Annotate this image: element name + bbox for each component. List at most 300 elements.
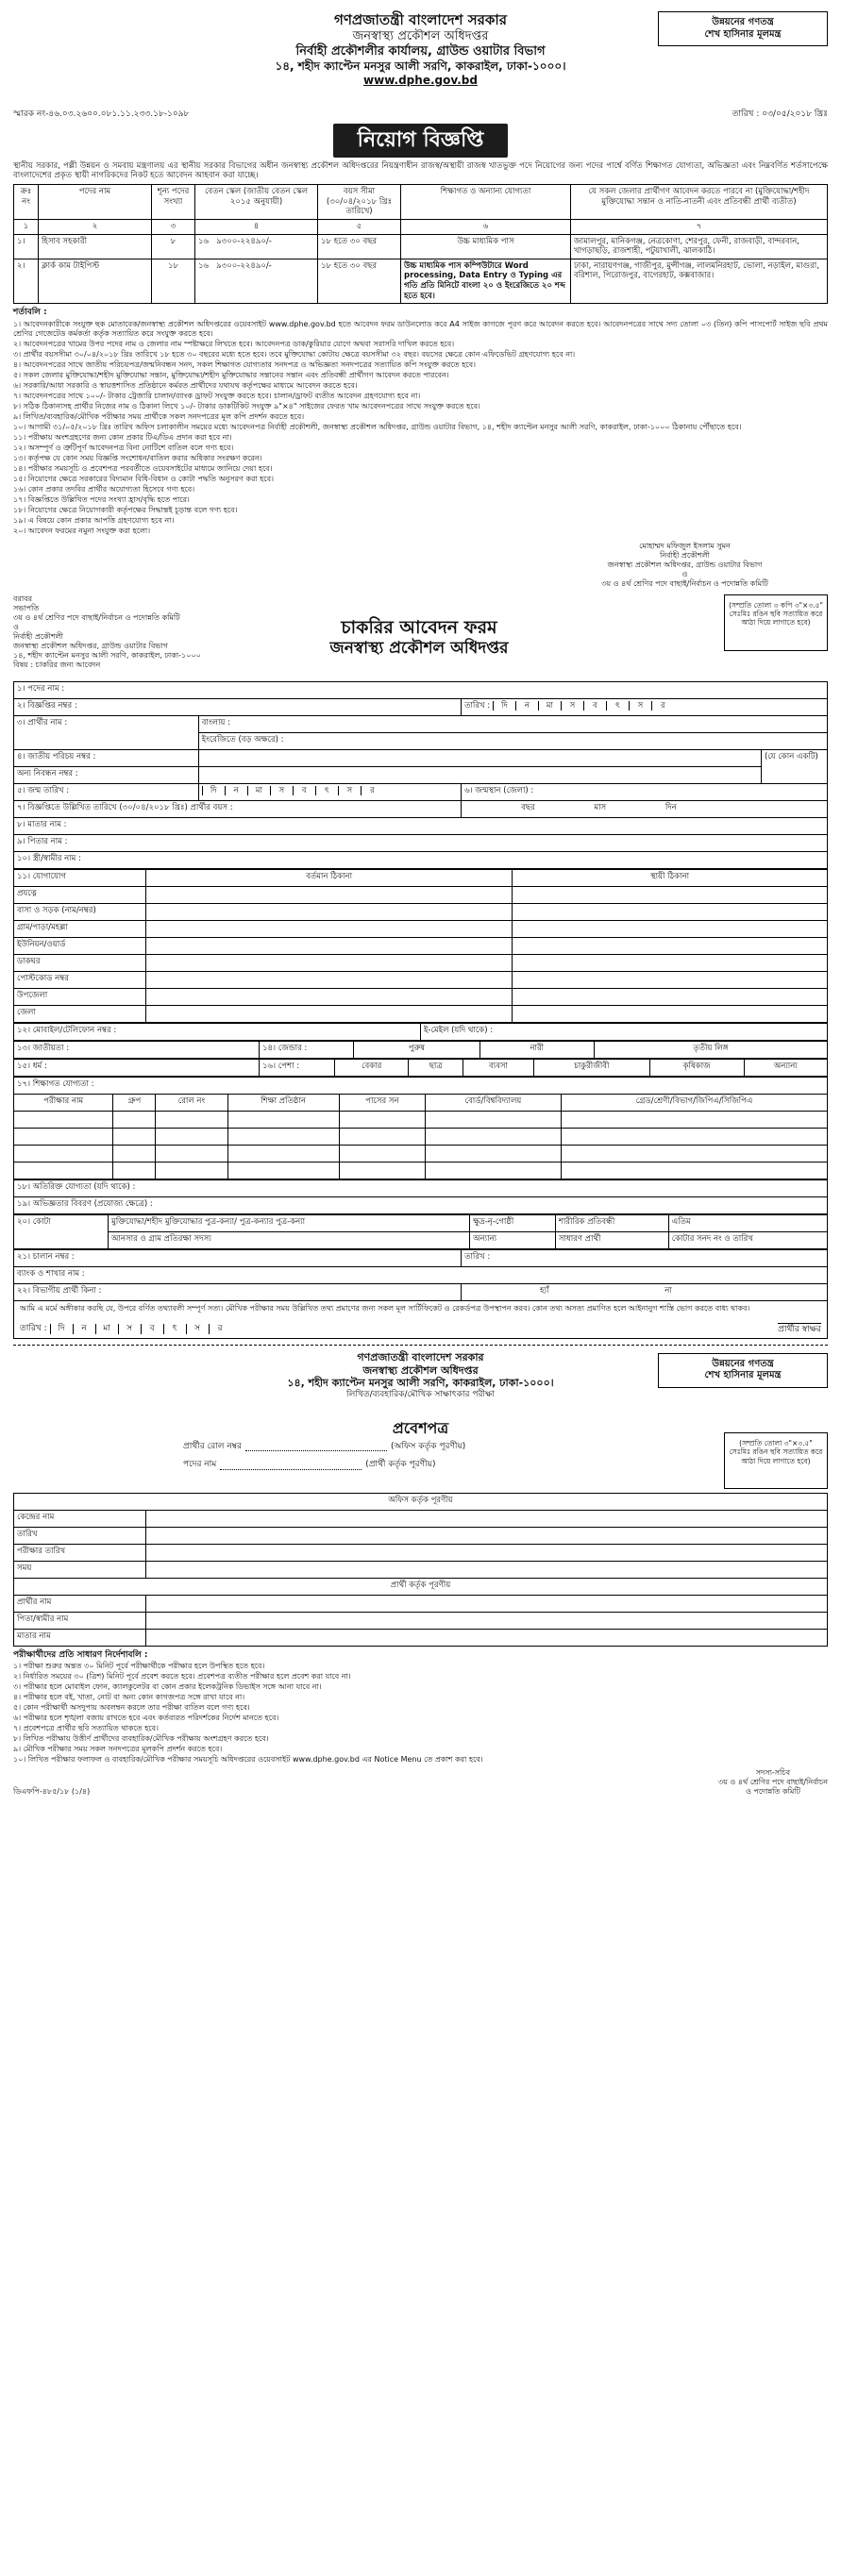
field-label: ই-মেইল (যদি থাকে) : bbox=[424, 1025, 494, 1035]
field-label: ইংরেজিতে (বড় অক্ষরে) : bbox=[201, 734, 284, 744]
quota-table bbox=[13, 1214, 828, 1249]
office-title: নির্বাহী প্রকৌশলীর কার্যালয়, গ্রাউন্ড ওয়াটার বিভাগ bbox=[295, 44, 546, 59]
field-father[interactable] bbox=[14, 834, 828, 851]
address-current-cell[interactable] bbox=[146, 988, 513, 1005]
address-permanent-cell[interactable] bbox=[513, 886, 828, 903]
address-row-label: বাসা ও সড়ক (নাম/নম্বর) bbox=[14, 903, 146, 920]
num-cell: ১ bbox=[14, 219, 39, 234]
page-footer bbox=[13, 1768, 828, 1797]
address-current-cell[interactable] bbox=[146, 886, 513, 903]
instruction-item: ১০। লিখিত পরীক্ষার ফলাফল ও ব্যবহারিক/মৌখিক পরীক্ষার সময়সূচি অধিদপ্তরের ওয়েবসাইট www.dphe.gov.bd এর Notice Menu তে প্রকাশ করা হবে। bbox=[13, 1755, 483, 1764]
intro-text: স্থানীয় সরকার, পল্লী উন্নয়ন ও সমবায় মন্ত্রণালয় এর স্থানীয় সরকার বিভাগের অধীন জনস্বাস্থ্য প্রকৌশল অধিদপ্তরের নিয়ন্ত্রণাধীন রাজস্ব/অস্থায়ী রাজস্ব খাতভুক্ত পদে নিয়োগের জন্য পদের পার্শ্বে বর্ণিত শিক্ষাগত যোগ্যতা, অভিজ্ঞতা এবং নিম্নবর্ণিত শর্তসাপেক্ষে বাংলাদেশের প্রকৃত স্থায়ী নাগরিকদের নিকট হতে আবেদন আহবান করা যাচ্ছে। bbox=[13, 160, 828, 181]
office-section-title: অফিস কর্তৃক পূরণীয় bbox=[14, 1493, 828, 1510]
field-departmental: ২২। বিভাগীয় প্রার্থী কিনা : bbox=[14, 1283, 462, 1300]
addr-line: নির্বাহী প্রকৌশলী bbox=[13, 631, 63, 641]
quota-option[interactable]: এতিম bbox=[668, 1214, 827, 1231]
office-row-value[interactable] bbox=[146, 1510, 828, 1527]
declaration-box bbox=[13, 1301, 828, 1339]
address-current-cell[interactable] bbox=[146, 954, 513, 971]
admit-motto-box bbox=[658, 1353, 828, 1388]
field-religion[interactable] bbox=[14, 1059, 260, 1076]
address-current-cell[interactable] bbox=[146, 937, 513, 954]
instruction-item: ৩। পরীক্ষার হলে মোবাইল ফোন, ক্যালকুলেটর বা কোন প্রকার ইলেকট্রনিক ডিভাইস সঙ্গে আনা যাবে না। bbox=[13, 1682, 322, 1691]
field-other-id-value[interactable] bbox=[198, 766, 761, 783]
address-current-cell[interactable] bbox=[146, 920, 513, 937]
col-age: বয়স সীমা (৩০/০৪/২০১৮ খ্রিঃ তারিখে) bbox=[318, 185, 401, 220]
applicant-row-label: প্রার্থীর নাম bbox=[14, 1595, 146, 1612]
notice-header bbox=[13, 9, 828, 104]
field-mother[interactable] bbox=[14, 817, 828, 834]
edu-row[interactable] bbox=[14, 1128, 828, 1145]
cell-qualification: উচ্চ মাধ্যমিক পাস bbox=[401, 234, 571, 259]
dept-title: জনস্বাস্থ্য প্রকৌশল অধিদপ্তর bbox=[352, 28, 489, 43]
office-row-label: পরীক্ষার তারিখ bbox=[14, 1544, 146, 1561]
option-yes[interactable]: হ্যাঁ bbox=[540, 1285, 549, 1296]
contact-table bbox=[13, 1023, 828, 1041]
posts-table bbox=[13, 184, 828, 304]
num-cell: ২ bbox=[39, 219, 152, 234]
quota-option[interactable]: মুক্তিযোদ্ধা/শহীদ মুক্তিযোদ্ধার পুত্র-কন্যা/ পুত্র-কন্যার পুত্র-কন্যা bbox=[109, 1214, 470, 1231]
field-other-id bbox=[14, 766, 199, 783]
admit-header bbox=[13, 1351, 828, 1417]
dob-boxes bbox=[202, 786, 383, 795]
address-permanent-cell[interactable] bbox=[513, 903, 828, 920]
term-item: ৯। লিখিত/ব্যবহারিক/মৌখিক পরীক্ষার সময় প্রার্থীকে সকল সনদপত্রের মূল কপি প্রদর্শন করতে হবে। bbox=[13, 411, 305, 421]
date-cell: মা bbox=[247, 786, 270, 796]
field-label: ৬। জন্মস্থান (জেলা) : bbox=[464, 785, 534, 795]
cell-vacancy: ১৮ bbox=[152, 259, 195, 304]
cut-line bbox=[13, 1345, 828, 1346]
education-label: ১৭। শিক্ষাগত যোগ্যতা : bbox=[14, 1077, 828, 1094]
form-title-block bbox=[306, 617, 532, 660]
departmental-options[interactable] bbox=[462, 1283, 828, 1300]
field-age bbox=[14, 800, 462, 817]
field-birth-district[interactable] bbox=[462, 783, 828, 800]
office-row-value[interactable] bbox=[146, 1527, 828, 1544]
edu-row[interactable] bbox=[14, 1162, 828, 1179]
personal-table bbox=[13, 1041, 828, 1059]
term-item: ১৯। এ বিষয়ে কোন প্রকার আপত্তি গ্রহণযোগ্য হবে না। bbox=[13, 515, 175, 525]
field-label: ১০। স্ত্রী/স্বামীর নাম : bbox=[17, 853, 81, 863]
signer-role: ও bbox=[681, 569, 688, 578]
field-challan-date[interactable] bbox=[462, 1249, 828, 1266]
term-item: ১২। অসম্পূর্ণ ও ত্রুটিপূর্ণ আবেদনপত্র বিনা নোটিশে বাতিল বলে গণ্য হবে। bbox=[13, 443, 234, 452]
addr-line: ৩য় ও ৪র্থ শ্রেণির পদে বাছাই/নির্বাচন ও পদোন্নতি কমিটি bbox=[13, 612, 180, 622]
office-row-label: কেন্দ্রের নাম bbox=[14, 1510, 146, 1527]
date-cell: মা bbox=[538, 701, 561, 711]
addr-line: ১৪, শহীদ ক্যাপ্টেন মনসুর আলী সরণি, কাকরাইল, ঢাকা-১০০০ bbox=[13, 650, 201, 660]
field-label: ব্যাংক ও শাখার নাম : bbox=[17, 1268, 85, 1279]
admit-sig-line: ও পদোন্নতি কমিটি bbox=[745, 1787, 800, 1796]
term-item: ১৬। কোন প্রকার তদবির প্রার্থীর অযোগ্যতা হিসেবে গণ্য হবে। bbox=[13, 484, 195, 493]
cell-post: হিসাব সহকারী bbox=[39, 234, 152, 259]
field-label: ১৫। ধর্ম : bbox=[17, 1061, 47, 1071]
address-current-cell[interactable] bbox=[146, 971, 513, 988]
num-cell: ৬ bbox=[401, 219, 571, 234]
address-permanent-cell[interactable] bbox=[513, 971, 828, 988]
address-row-label: ডাকঘর bbox=[14, 954, 146, 971]
col-vacancy: শূন্য পদের সংখ্যা bbox=[152, 185, 195, 220]
age-years: বছর bbox=[521, 802, 535, 812]
field-post[interactable] bbox=[14, 681, 828, 698]
quota-option[interactable]: সাধারণ প্রার্থী bbox=[555, 1231, 668, 1248]
field-nationality[interactable] bbox=[14, 1041, 260, 1058]
date-cell: মা bbox=[95, 1324, 118, 1334]
term-item: ২০। আবেদন ফরমের নমুনা সংযুক্ত করা হলো। bbox=[13, 526, 151, 535]
application-form bbox=[13, 681, 828, 869]
office-row-label: সময় bbox=[14, 1561, 146, 1578]
field-date[interactable] bbox=[462, 698, 828, 715]
quota-option[interactable]: কোটার সনদ নং ও তারিখ bbox=[668, 1231, 827, 1248]
field-dob bbox=[14, 783, 199, 800]
field-label: ৪। জাতীয় পরিচয় নম্বর : bbox=[17, 751, 96, 761]
address-permanent-cell[interactable] bbox=[513, 954, 828, 971]
gender-third[interactable]: তৃতীয় লিঙ্গ bbox=[594, 1041, 827, 1058]
office-row-label: তারিখ bbox=[14, 1527, 146, 1544]
date-cell: র bbox=[361, 786, 383, 796]
term-item: ৩। প্রার্থীর বয়সসীমা ৩০/০৪/২০১৮ খ্রিঃ তারিখে ১৮ হতে ৩০ বছরের মধ্যে হতে হবে। তবে মুক্তিযোদ্ধা কোটায় ক্ষেত্রে বয়সসীমা ৩২ বছর। বয়সের ক্ষেত্রে কোন এফিডেভিট গ্রহণযোগ্য হবে না। bbox=[13, 349, 576, 359]
addr-line: সভাপতি bbox=[13, 603, 40, 612]
addr-line: জনস্বাস্থ্য প্রকৌশল অধিদপ্তর, গ্রাউন্ড ওয়াটার বিভাগ bbox=[13, 641, 168, 650]
age-months: মাস bbox=[594, 802, 607, 812]
edu-header: রোল নং bbox=[156, 1094, 227, 1111]
admit-sig-line: ৩য় ও ৪র্থ শ্রেণির পদে বাছাই/নির্বাচন bbox=[717, 1778, 828, 1786]
id-note: (যে কোন একটি) bbox=[762, 749, 828, 783]
instruction-item: ৯। মৌখিক পরীক্ষার সময় সকল সনদপত্রের মূলকপি প্রদর্শন করতে হবে। bbox=[13, 1745, 223, 1753]
terms-title: শর্তাবলি : bbox=[13, 308, 47, 318]
instruction-item: ৮। লিখিত পরীক্ষায় উত্তীর্ণ প্রার্থীদের ব্যবহারিক/মৌখিক পরীক্ষায় অংশগ্রহণ করতে হবে। bbox=[13, 1734, 269, 1743]
footer-code: ডিএফপি-৪৮৫/১৮ (১/৪) bbox=[13, 1787, 91, 1796]
field-applicant-name bbox=[14, 715, 199, 749]
admit-govt: গণপ্রজাতন্ত্রী বাংলাদেশ সরকার bbox=[357, 1350, 484, 1363]
age-days: দিন bbox=[664, 802, 677, 812]
office-row-value[interactable] bbox=[146, 1561, 828, 1578]
date-cell: স bbox=[561, 701, 583, 711]
banner-wrap bbox=[13, 124, 828, 158]
date-cell: দি bbox=[202, 786, 225, 796]
field-extra-qualification[interactable] bbox=[14, 1179, 828, 1196]
edu-row[interactable] bbox=[14, 1111, 828, 1128]
occupation-option[interactable]: কৃষিকাজ bbox=[649, 1059, 744, 1076]
field-label: ২। বিজ্ঞপ্তির নম্বর : bbox=[17, 700, 77, 711]
field-gender: ১৪। জেন্ডার : bbox=[260, 1041, 354, 1058]
field-name-english[interactable] bbox=[198, 732, 827, 749]
quota-option[interactable]: আনসার ও গ্রাম প্রতিরক্ষা সদস্য bbox=[109, 1231, 470, 1248]
instructions-title: পরীক্ষার্থীদের প্রতি সাধারণ নির্দেশাবলি : bbox=[13, 1649, 148, 1660]
form-address bbox=[13, 594, 259, 670]
field-age-values[interactable] bbox=[462, 800, 828, 817]
field-nid-value[interactable] bbox=[198, 749, 761, 766]
admit-office-table bbox=[13, 1493, 828, 1647]
addr-line: বিষয় : চাকরির জন্য আবেদন bbox=[13, 660, 101, 669]
field-label: ১। পদের নাম : bbox=[17, 683, 65, 694]
option-no[interactable]: না bbox=[664, 1285, 672, 1296]
field-label: বাংলায় : bbox=[201, 717, 231, 728]
admit-exam: লিখিত/ব্যবহারিক/মৌখিক সাক্ষাৎকার পরীক্ষা bbox=[346, 1390, 495, 1399]
address-row-label: প্রযত্নে bbox=[14, 886, 146, 903]
date-cell: র bbox=[651, 701, 674, 711]
address-row-label: গ্রাম/পাড়া/মহল্লা bbox=[14, 920, 146, 937]
date-cell: র bbox=[209, 1324, 231, 1334]
applicant-row-value[interactable] bbox=[146, 1629, 828, 1646]
declaration-text: আমি এ মর্মে অঙ্গীকার করছি যে, উপরে বর্ণিত তথ্যাবলী সম্পূর্ণ সত্য। মৌখিক পরীক্ষার সময় উল্লিখিত তথ্য প্রমাণের জন্য সকল মূল সার্টিফিকেট ও রেকর্ডপত্র উপস্থাপন করব। কোন তথ্য অসত্য প্রমাণিত হলে আইনানুগ শাস্তি ভোগ করতে বাধ্য থাকব। bbox=[20, 1303, 750, 1313]
admit-signature bbox=[718, 1768, 828, 1797]
occupation-option[interactable]: চাকুরীজীবী bbox=[533, 1059, 649, 1076]
cell-serial: ১। bbox=[14, 234, 39, 259]
term-item: ১০। আগামী ৩১/০৫/২০১৮ খ্রিঃ তারিখ অফিস চলাকালীন সময়ের মধ্যে আবেদনপত্র নির্বাহী প্রকৌশলী, জনস্বাস্থ্য প্রকৌশল অধিদপ্তর, গ্রাউন্ড ওয়াটার বিভাগ, ১৪, শহীদ ক্যাপ্টেন মনসুর আলী সরণি, কাকরাইল, ঢাকা-১০০০ ঠিকানায় পৌঁছাতে হবে। bbox=[13, 422, 742, 431]
cell-age: ১৮ হতে ৩০ বছর bbox=[318, 234, 401, 259]
field-experience[interactable] bbox=[14, 1196, 828, 1213]
date-cell: স bbox=[186, 1324, 209, 1334]
table-row bbox=[14, 259, 828, 304]
field-spouse[interactable] bbox=[14, 851, 828, 868]
address-permanent-cell[interactable] bbox=[513, 937, 828, 954]
cell-vacancy: ৮ bbox=[152, 234, 195, 259]
address-current-header: বর্তমান ঠিকানা bbox=[146, 869, 513, 886]
post-label: পদের নাম bbox=[183, 1460, 217, 1469]
edu-header: পরীক্ষার নাম bbox=[14, 1094, 113, 1111]
field-label: ১৩। জাতীয়তা : bbox=[17, 1043, 70, 1053]
memo-number: স্মারক নং-৪৬.০৩.২৬০০.০৮১.১১.২৩৩.১৮-১০৯৮ bbox=[13, 109, 190, 119]
edu-header: গ্রেড/শ্রেণী/বিভাগ/জিপিএ/সিজিপিএ bbox=[561, 1094, 827, 1111]
edu-header: বোর্ড/বিশ্ববিদ্যালয় bbox=[426, 1094, 562, 1111]
address-current-cell[interactable] bbox=[146, 1005, 513, 1022]
declaration-footer bbox=[20, 1323, 821, 1335]
date-cell: ন bbox=[225, 786, 247, 796]
term-item: ৫। সকল জেলার মুক্তিযোদ্ধা/শহীদ মুক্তিযোদ্ধা সন্তান, মুক্তিযোদ্ধা/শহীদ মুক্তিযোদ্ধার সন্তানের সন্তান এবং প্রতিবন্ধী প্রার্থীগণ আবেদন করতে পারবেন। bbox=[13, 370, 449, 379]
cell-scale: ৯৩০০-২২৪৯০/- bbox=[216, 260, 272, 271]
field-bank[interactable] bbox=[14, 1266, 828, 1283]
admit-address: ১৪, শহীদ ক্যাপ্টেন মনসুর আলী সরণি, কাকরাইল, ঢাকা-১০০০। bbox=[287, 1377, 554, 1390]
date-cell: ন bbox=[73, 1324, 95, 1334]
admit-dept: জনস্বাস্থ্য প্রকৌশল অধিদপ্তর bbox=[362, 1363, 479, 1377]
cell-qualification: উচ্চ মাধ্যমিক পাস কম্পিউটারে Word processing, Data Entry ও Typing এর গতি প্রতি মিনিটে বাংলা ২০ ও ইংরেজিতে ২০ শব্দ হতে হবে। bbox=[401, 259, 571, 304]
field-mobile[interactable] bbox=[14, 1023, 421, 1040]
table-row bbox=[14, 234, 828, 259]
applicant-row-label: পিতা/স্বামীর নাম bbox=[14, 1612, 146, 1629]
signer-org: জনস্বাস্থ্য প্রকৌশল অধিদপ্তর, গ্রাউন্ড ওয়াটার বিভাগ bbox=[607, 560, 763, 569]
post-note: (প্রার্থী কর্তৃক পূরণীয়) bbox=[365, 1460, 436, 1469]
field-label: ১৯। অভিজ্ঞতার বিবরণ (প্রযোজ্য ক্ষেত্রে) : bbox=[17, 1198, 153, 1209]
term-item: ১৫। নিয়োগের ক্ষেত্রে সরকারের বিদ্যমান বিধি-বিধান ও কোটা পদ্ধতি অনুসরণ করা হবে। bbox=[13, 474, 274, 483]
instruction-item: ৬। পরীক্ষার হলে শৃঙ্খলা বজায় রাখতে হবে এবং কর্তব্যরত পরিদর্শকের নির্দেশ মানতে হবে। bbox=[13, 1714, 279, 1722]
edu-header: পাসের সন bbox=[339, 1094, 425, 1111]
term-item: ১১। পরীক্ষায় অংশগ্রহণের জন্য কোন প্রকার টিএ/ডিএ প্রদান করা হবে না। bbox=[13, 432, 232, 442]
field-label: ১৮। অতিরিক্ত যোগ্যতা (যদি থাকে) : bbox=[17, 1181, 136, 1192]
num-cell: ৫ bbox=[318, 219, 401, 234]
date-cell: ৎ bbox=[163, 1324, 186, 1334]
term-item: ৪। আবেদনপত্রের সাথে জাতীয় পরিচয়পত্র/জন্মনিবন্ধন সনদ, সকল শিক্ষাগত যোগ্যতার সনদপত্র ও অভিজ্ঞতা সনদপত্রের সত্যায়িত কপি সংযুক্ত করতে হবে। bbox=[13, 360, 476, 369]
date-cell: দি bbox=[50, 1324, 73, 1334]
quota-option[interactable]: অন্যান্য bbox=[470, 1231, 556, 1248]
quota-option[interactable]: শারীরিক প্রতিবন্ধী bbox=[555, 1214, 668, 1231]
motto-line-2: শেখ হাসিনার মূলমন্ত্র bbox=[704, 1370, 782, 1381]
office-address: ১৪, শহীদ ক্যাপ্টেন মনসুর আলী সরণি, কাকরাইল, ঢাকা-১০০০। bbox=[275, 59, 566, 74]
date-cell: স bbox=[629, 701, 651, 711]
post-input[interactable] bbox=[220, 1461, 362, 1470]
cell-grade: ১৬ bbox=[198, 260, 210, 271]
field-label: অন্য নিবন্ধন নম্বর : bbox=[17, 768, 78, 778]
terms-section bbox=[13, 308, 828, 535]
date-cell: ৎ bbox=[315, 786, 338, 796]
col-qualification: শিক্ষাগত ও অন্যান্য যোগ্যতা bbox=[401, 185, 571, 220]
field-challan-no[interactable] bbox=[14, 1249, 462, 1266]
edu-header: গ্রুপ bbox=[113, 1094, 156, 1111]
field-label: ৭। বিজ্ঞপ্তিতে উল্লিখিত তারিখে (৩০/০৪/২০১৮ খ্রিঃ) প্রার্থীর বয়স : bbox=[17, 802, 233, 812]
term-item: ১৮। নিয়োগের ক্ষেত্রে নিয়োগকারী কর্তৃপক্ষের সিদ্ধান্তই চূড়ান্ত বলে গণ্য হবে। bbox=[13, 505, 238, 514]
field-label: ৮। মাতার নাম : bbox=[17, 819, 67, 829]
edu-row[interactable] bbox=[14, 1145, 828, 1162]
field-label: ৩। প্রার্থীর নাম : bbox=[17, 717, 68, 728]
field-label: তারিখ : bbox=[464, 1251, 491, 1262]
address-row-label: উপজেলা bbox=[14, 988, 146, 1005]
gender-female[interactable]: নারী bbox=[479, 1041, 594, 1058]
quota-label: ২০। কোটা bbox=[14, 1214, 109, 1248]
motto-line-1: উন্নয়নের গণতন্ত্র bbox=[712, 1358, 774, 1369]
col-post: পদের নাম bbox=[39, 185, 152, 220]
gender-male[interactable]: পুরুষ bbox=[354, 1041, 480, 1058]
field-name-bangla[interactable] bbox=[198, 715, 827, 732]
instructions-section bbox=[13, 1650, 828, 1765]
field-label: ১২। মোবাইল/টেলিফোন নম্বর : bbox=[17, 1025, 117, 1035]
field-email[interactable] bbox=[421, 1023, 828, 1040]
edu-header: শিক্ষা প্রতিষ্ঠান bbox=[227, 1094, 339, 1111]
instruction-item: ১। পরীক্ষা শুরুর অন্তত ৩০ মিনিট পূর্বে পরীক্ষার্থীকে পরীক্ষার হলে উপস্থিত হতে হবে। bbox=[13, 1662, 265, 1670]
address-permanent-header: স্থায়ী ঠিকানা bbox=[513, 869, 828, 886]
cell-post: ক্লার্ক কাম টাইপিস্ট bbox=[39, 259, 152, 304]
field-label: ৯। পিতার নাম : bbox=[17, 836, 68, 846]
col-districts: যে সকল জেলার প্রার্থীগণ আবেদন করতে পারবে না (মুক্তিযোদ্ধা/শহীদ মুক্তিযোদ্ধা সন্তান ও নাতি-নাতনী এবং প্রতিবন্ধী প্রার্থী ব্যতীত) bbox=[571, 185, 828, 220]
date-boxes bbox=[493, 701, 674, 711]
memo-row bbox=[13, 109, 828, 120]
term-item: ৭। আবেদনপত্রের সাথে ১০০/- টাকার ট্রেজারি চালান/ব্যাংক ড্রাফট সংযুক্ত করতে হবে। চালান/ড্রাফট ব্যতীত আবেদন গ্রহণযোগ্য হবে না। bbox=[13, 391, 421, 400]
roll-input[interactable] bbox=[245, 1442, 387, 1451]
instruction-item: ২। নির্ধারিত সময়ের ৩০ (ত্রিশ) মিনিট পূর্বে প্রবেশ করতে হবে। প্রবেশপত্র ব্যতীত পরীক্ষার হলে প্রবেশ করা যাবে না। bbox=[13, 1672, 351, 1681]
form-title: চাকরির আবেদন ফরম bbox=[341, 616, 497, 638]
address-row-label: ইউনিয়ন/ওয়ার্ড bbox=[14, 937, 146, 954]
date-cell: ব bbox=[293, 786, 315, 796]
term-item: ১৭। বিজ্ঞপ্তিতে উল্লিখিত পদের সংখ্যা হ্রাস/বৃদ্ধি হতে পারে। bbox=[13, 494, 190, 504]
date-cell: ব bbox=[583, 701, 606, 711]
date-cell: স bbox=[118, 1324, 141, 1334]
motto-line-2: শেখ হাসিনার মূলমন্ত্র bbox=[704, 28, 782, 40]
address-table bbox=[13, 869, 828, 1023]
admit-title: প্রবেশপত্র bbox=[392, 1418, 449, 1437]
religion-table bbox=[13, 1059, 828, 1077]
signer-title: নির্বাহী প্রকৌশলী bbox=[660, 550, 710, 560]
cell-age: ১৮ হতে ৩০ বছর bbox=[318, 259, 401, 304]
applicant-row-value[interactable] bbox=[146, 1612, 828, 1629]
address-permanent-cell[interactable] bbox=[513, 1005, 828, 1022]
cell-pay bbox=[195, 259, 318, 304]
occupation-option[interactable]: বেকার bbox=[335, 1059, 409, 1076]
field-label: ২১। চালান নম্বর : bbox=[17, 1251, 75, 1262]
occupation-option[interactable]: অন্যান্য bbox=[744, 1059, 827, 1076]
address-label: ১১। যোগাযোগ bbox=[14, 869, 146, 886]
field-occupation: ১৬। পেশা : bbox=[260, 1059, 335, 1076]
roll-note: (অফিস কর্তৃক পূরণীয়) bbox=[390, 1441, 466, 1451]
admit-sig-line: সদস্য-সচিব bbox=[755, 1768, 791, 1777]
date-cell: স bbox=[270, 786, 293, 796]
govt-title: গণপ্রজাতন্ত্রী বাংলাদেশ সরকার bbox=[334, 11, 507, 28]
cell-scale: ৯৩০০-২২৪৯০/- bbox=[216, 236, 272, 246]
field-label: ৫। জন্ম তারিখ : bbox=[17, 785, 70, 795]
extra-table bbox=[13, 1179, 828, 1214]
address-permanent-cell[interactable] bbox=[513, 988, 828, 1005]
addr-line: ও bbox=[13, 622, 19, 631]
address-current-cell[interactable] bbox=[146, 903, 513, 920]
challan-table bbox=[13, 1249, 828, 1301]
office-row-value[interactable] bbox=[146, 1544, 828, 1561]
date-cell: স bbox=[338, 786, 361, 796]
field-ad-number[interactable] bbox=[14, 698, 462, 715]
motto-box bbox=[658, 11, 828, 46]
signer-name: মোহাম্মদ মফিজুল ইসলাম সুমন bbox=[639, 541, 731, 550]
quota-option[interactable]: ক্ষুদ্র-নৃ-গোষ্ঠী bbox=[470, 1214, 556, 1231]
cell-serial: ২। bbox=[14, 259, 39, 304]
field-dob-boxes[interactable] bbox=[198, 783, 461, 800]
col-pay: বেতন স্কেল (জাতীয় বেতন স্কেল ২০১৫ অনুযায়ী) bbox=[195, 185, 318, 220]
date-cell: দি bbox=[493, 701, 515, 711]
website-link[interactable]: www.dphe.gov.bd bbox=[363, 74, 478, 88]
address-row-label: জেলা bbox=[14, 1005, 146, 1022]
field-nid bbox=[14, 749, 199, 766]
address-row-label: পোস্টকোড নম্বর bbox=[14, 971, 146, 988]
date-cell: ন bbox=[515, 701, 538, 711]
field-label: তারিখ : bbox=[464, 700, 491, 711]
education-table bbox=[13, 1077, 828, 1179]
occupation-option[interactable]: ব্যবসা bbox=[463, 1059, 534, 1076]
notice-banner: নিয়োগ বিজ্ঞপ্তি bbox=[333, 124, 509, 158]
instruction-item: ৭। প্রবেশপত্রে প্রার্থীর ছবি সত্যায়িত থাকতে হবে। bbox=[13, 1724, 159, 1732]
cell-districts: ঢাকা, নারায়ণগঞ্জ, গাজীপুর, মুন্সীগঞ্জ, লালমনিরহাট, ভোলা, নড়াইল, মাগুরা, বরিশাল, পিরোজপুর, বাগেরহাট, কক্সবাজার। bbox=[571, 259, 828, 304]
address-permanent-cell[interactable] bbox=[513, 920, 828, 937]
cell-pay bbox=[195, 234, 318, 259]
applicant-signature: প্রার্থীর স্বাক্ষর bbox=[778, 1324, 821, 1334]
applicant-row-value[interactable] bbox=[146, 1595, 828, 1612]
instruction-item: ৪। পরীক্ষার হলে বই, খাতা, নোট বা অন্য কোন কাগজপত্র সঙ্গে রাখা যাবে না। bbox=[13, 1693, 245, 1701]
field-label: তারিখ : bbox=[20, 1323, 47, 1333]
term-item: ৮। সঠিক ঠিকানাসহ প্রার্থীর নিজের নাম ও ঠিকানা লিখে ১০/- টাকার ডাকটিকিট সংযুক্ত ৯"×৪" সাইজের ফেরত খাম আবেদনপত্রের সাথে সংযুক্ত করতে হবে। bbox=[13, 401, 480, 410]
roll-label: প্রার্থীর রোল নম্বর bbox=[183, 1441, 242, 1451]
term-item: ১। আবেদনকারীকে সংযুক্ত ছক মোতাবেক/জনস্বাস্থ্য প্রকৌশল অধিদপ্তরের ওয়েবসাইট www.dphe.gov.bd হতে আবেদন ফরম ডাউনলোড করে A4 সাইজ কাগজে পূরণ করে আবেদন করতে হবে। আবেদনপত্রের সাথে সদ্য তোলা ০৩ (তিন) কপি পাসপোর্ট সাইজ ছবি প্রথম শ্রেণির গেজেটেড কর্মকর্তা কর্তৃক সত্যায়িত করে সংযুক্ত করতে হবে। bbox=[13, 319, 828, 338]
signature-block bbox=[542, 542, 828, 589]
date-cell: ৎ bbox=[606, 701, 629, 711]
motto-line-1: উন্নয়নের গণতন্ত্র bbox=[712, 17, 774, 27]
declaration-date[interactable] bbox=[20, 1324, 231, 1334]
signer-committee: ৩য় ও ৪র্থ শ্রেণির পদে বাছাই/নির্বাচন ও পদোন্নতি কমিটি bbox=[601, 578, 768, 588]
addr-line: বরাবর bbox=[13, 594, 33, 603]
decl-date-boxes bbox=[50, 1324, 231, 1333]
admit-fields bbox=[13, 1438, 828, 1489]
num-cell: ৭ bbox=[571, 219, 828, 234]
form-subtitle: জনস্বাস্থ্য প্রকৌশল অধিদপ্তর bbox=[329, 639, 509, 659]
instruction-item: ৫। কোন পরীক্ষার্থী অসদুপায় অবলম্বন করলে তার পরীক্ষা বাতিল বলে গণ্য হবে। bbox=[13, 1703, 250, 1712]
term-item: ১৪। পরীক্ষার সময়সূচি ও প্রবেশপত্র পরবর্তীতে ওয়েবসাইটের মাধ্যমে জানিয়ে দেয়া হবে। bbox=[13, 463, 273, 473]
photo-box: (সম্প্রতি তোলা ৩ কপি ৩"×৩.৫" সেঃমিঃ রঙিন ছবি সত্যায়িত করে আঠা দিয়ে লাগাতে হবে) bbox=[724, 594, 828, 651]
applicant-row-label: মাতার নাম bbox=[14, 1629, 146, 1646]
col-serial: ক্রঃ নং bbox=[14, 185, 39, 220]
date-cell: ব bbox=[141, 1324, 163, 1334]
occupation-option[interactable]: ছাত্র bbox=[409, 1059, 463, 1076]
memo-date: তারিখ : ০৩/০৫/২০১৮ খ্রিঃ bbox=[732, 109, 828, 119]
term-item: ১৩। কর্তৃপক্ষ যে কোন সময় বিজ্ঞপ্তি সংশোধন/বাতিল করার অধিকার সংরক্ষণ করেন। bbox=[13, 453, 262, 462]
term-item: ২। আবেদনপত্রের খামের উপর পদের নাম ও জেলার নাম স্পষ্টাক্ষরে লিখতে হবে। আবেদনপত্র ডাক/কুরিয়ার যোগে অথবা সরাসরি দাখিল করতে হবে। bbox=[13, 339, 455, 348]
admit-photo-box: (সম্প্রতি তোলা ৩"×৩.৫" সেঃমিঃ রঙিন ছবি সত্যায়িত করে আঠা দিয়ে লাগাতে হবে) bbox=[724, 1432, 828, 1489]
applicant-section-title: প্রার্থী কর্তৃক পূরণীয় bbox=[14, 1578, 828, 1595]
form-header bbox=[13, 594, 828, 677]
num-cell: ৩ bbox=[152, 219, 195, 234]
